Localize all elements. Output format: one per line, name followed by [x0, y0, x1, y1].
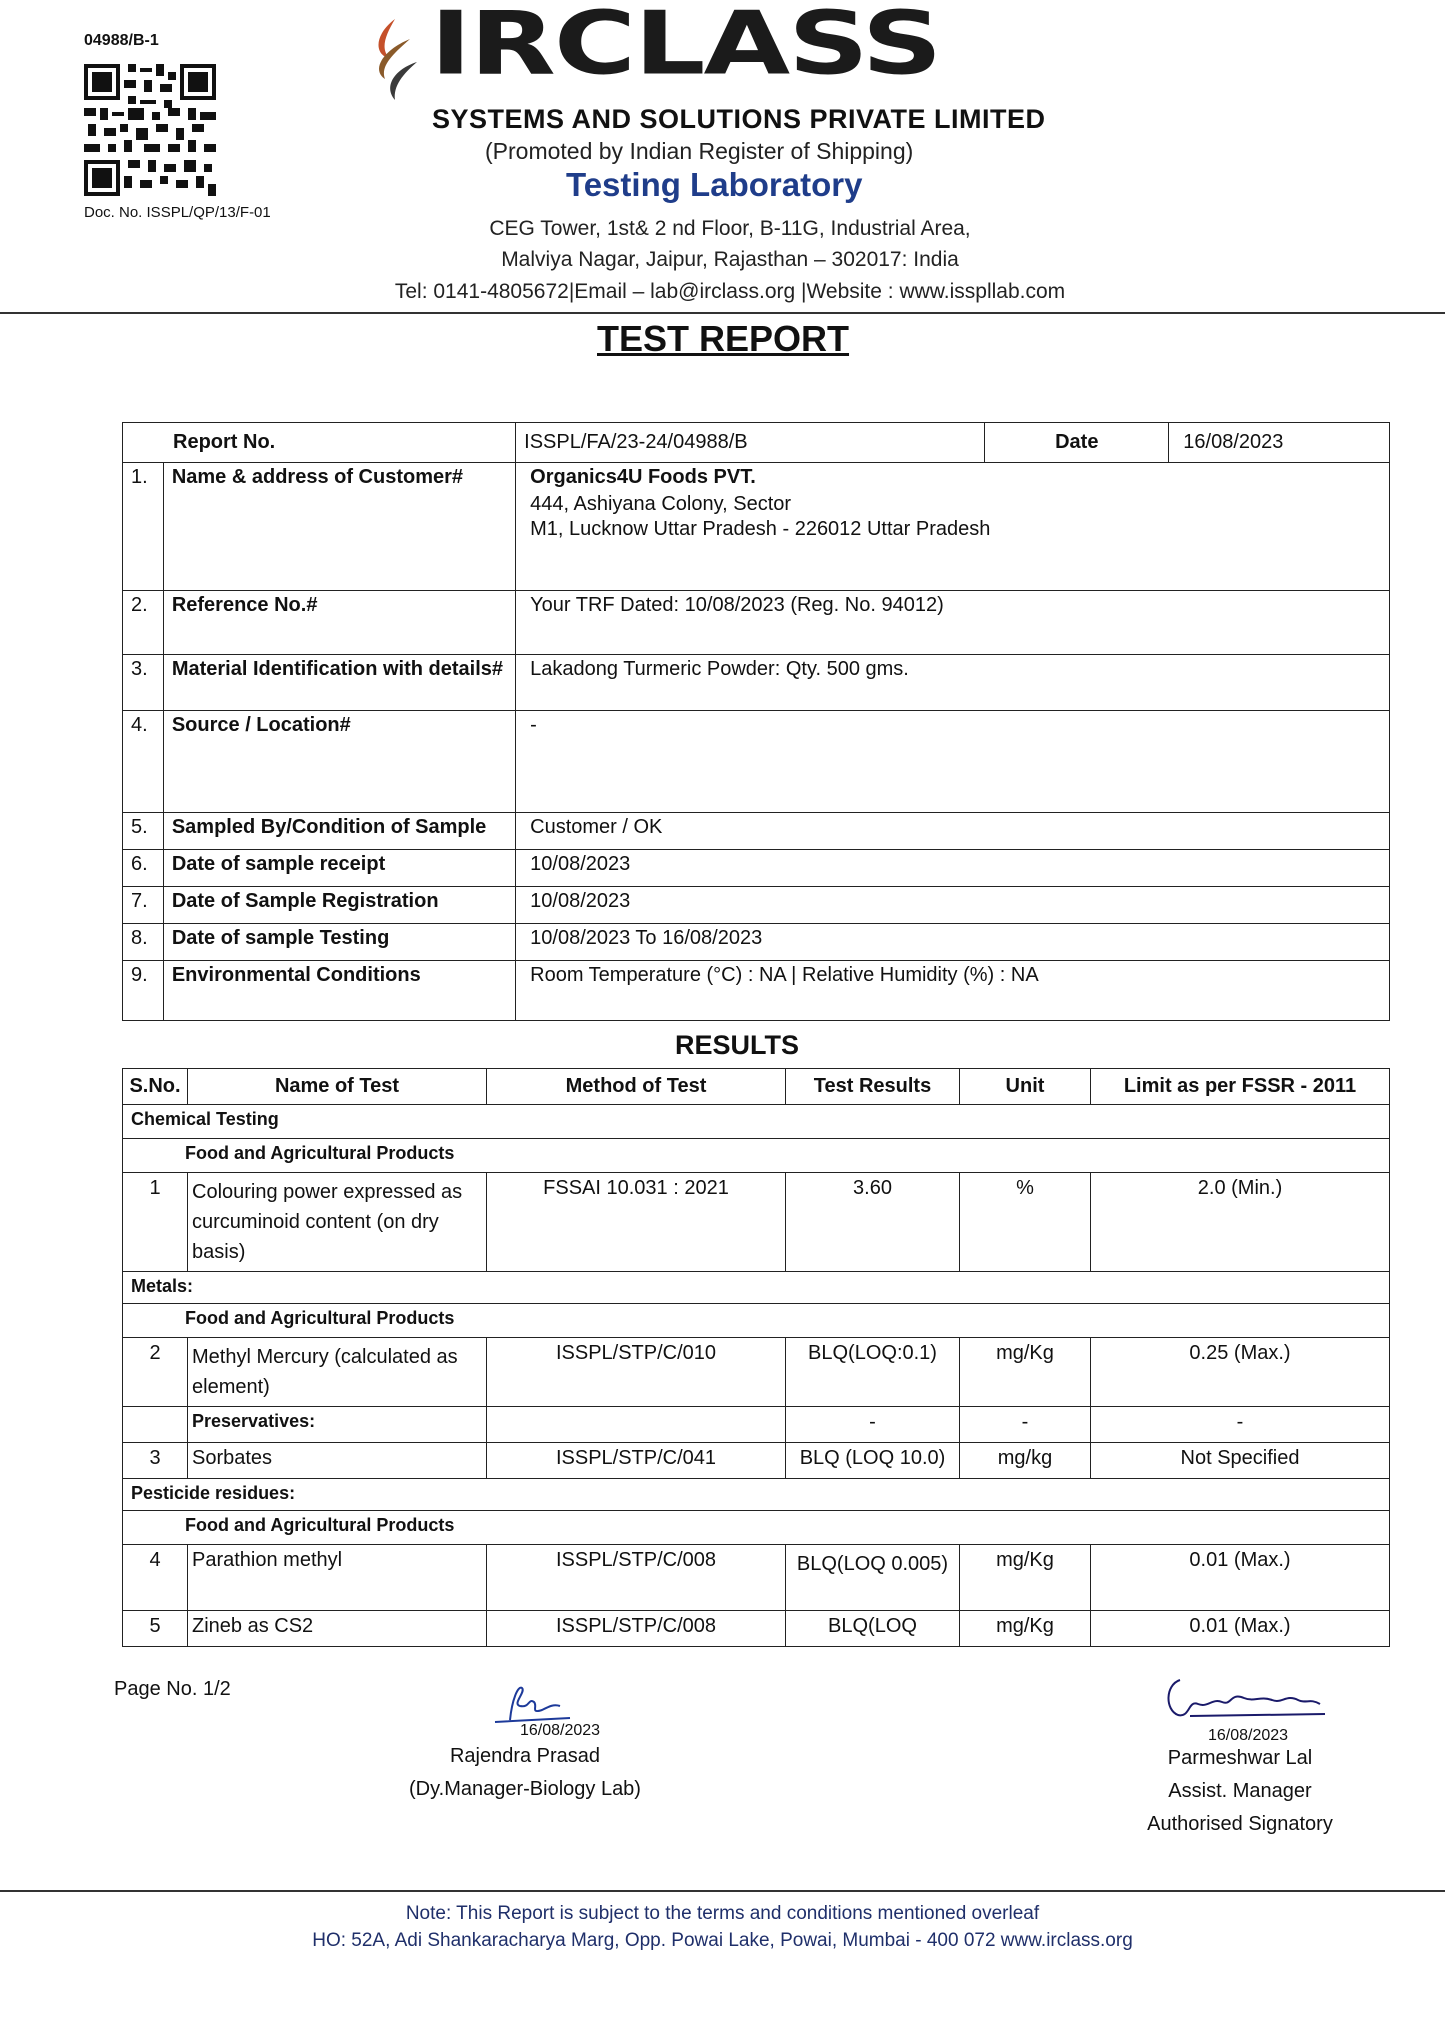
contact-line: Tel: 0141-4805672|Email – lab@irclass.org |Website : www.isspllab.com — [394, 280, 1066, 303]
row-label: Date of sample receipt — [163, 850, 515, 887]
details-row — [123, 463, 1390, 591]
cell-result: BLQ(LOQ — [786, 1611, 960, 1647]
cell-result: BLQ (LOQ 10.0) — [786, 1443, 960, 1479]
cell-limit: 0.01 (Max.) — [1091, 1545, 1390, 1611]
row-label: Date of sample Testing — [163, 924, 515, 961]
table-row — [123, 1173, 1390, 1272]
cell-dash: - — [960, 1407, 1091, 1443]
row-number: 5. — [123, 813, 164, 850]
signature-parmeshwar-lal-icon — [1160, 1670, 1335, 1725]
address-line-1: CEG Tower, 1st& 2 nd Floor, B-11G, Industrial Area, — [489, 217, 971, 240]
row-value: - — [516, 711, 1390, 813]
subsection-food-products: Food and Agricultural Products — [123, 1304, 1390, 1338]
row-label: Environmental Conditions — [163, 961, 515, 1021]
header-divider — [0, 312, 1445, 314]
row-label: Material Identification with details# — [163, 655, 515, 711]
table-row — [123, 1338, 1390, 1407]
row-label: Reference No.# — [163, 591, 515, 655]
cell-unit: mg/Kg — [960, 1611, 1091, 1647]
customer-address-line-2: M1, Lucknow Uttar Pradesh - 226012 Uttar Pradesh — [530, 518, 991, 540]
col-unit: Unit — [960, 1069, 1091, 1105]
section-chemical-testing: Chemical Testing — [123, 1105, 1390, 1139]
signatory-2-title: Assist. Manager — [1168, 1780, 1312, 1802]
signatory-1-name: Rajendra Prasad — [449, 1745, 601, 1767]
row-number: 1. — [123, 463, 164, 591]
page-number: Page No. 1/2 — [114, 1678, 231, 1700]
cell-test-name: Parathion methyl — [188, 1545, 487, 1611]
signatory-1-title: (Dy.Manager-Biology Lab) — [409, 1778, 641, 1800]
row-value: Customer / OK — [516, 813, 1390, 850]
cell-unit: mg/Kg — [960, 1338, 1091, 1407]
row-number: 4. — [123, 711, 164, 813]
customer-address — [516, 463, 1390, 591]
col-method: Method of Test — [487, 1069, 786, 1105]
cell-dash: - — [786, 1407, 960, 1443]
results-table — [122, 1068, 1390, 1647]
cell-unit: mg/kg — [960, 1443, 1091, 1479]
subsection-preservatives: Preservatives: — [188, 1407, 487, 1443]
address-line-2: Malviya Nagar, Jaipur, Rajasthan – 302017: India — [501, 248, 959, 271]
cell-sno: 4 — [123, 1545, 188, 1611]
cell-empty — [487, 1407, 786, 1443]
row-value: Lakadong Turmeric Powder: Qty. 500 gms. — [516, 655, 1390, 711]
results-title: RESULTS — [675, 1030, 800, 1060]
irclass-logo-text: IRCLASS — [430, 0, 941, 95]
signature-2-date: 16/08/2023 — [1208, 1727, 1289, 1744]
table-row — [123, 1611, 1390, 1647]
section-pesticide-residues: Pesticide residues: — [123, 1479, 1390, 1511]
cell-limit: 0.25 (Max.) — [1091, 1338, 1390, 1407]
report-details-table — [122, 422, 1390, 1021]
details-row — [123, 591, 1390, 655]
signature-1-date: 16/08/2023 — [520, 1722, 601, 1739]
details-row — [123, 961, 1390, 1021]
row-number: 7. — [123, 887, 164, 924]
customer-name: Organics4U Foods PVT. — [530, 466, 756, 488]
cell-sno: 1 — [123, 1173, 188, 1272]
cell-dash: - — [1091, 1407, 1390, 1443]
promoted-by: (Promoted by Indian Register of Shipping) — [485, 138, 914, 164]
report-title: TEST REPORT — [597, 318, 850, 359]
cell-method: ISSPL/STP/C/008 — [487, 1611, 786, 1647]
cell-method: FSSAI 10.031 : 2021 — [487, 1173, 786, 1272]
cell-sno: 3 — [123, 1443, 188, 1479]
terms-note: Note: This Report is subject to the terms and conditions mentioned overleaf — [405, 1903, 1040, 1924]
row-value: 10/08/2023 — [516, 887, 1390, 924]
lab-name: Testing Laboratory — [566, 166, 863, 203]
document-number: Doc. No. ISSPL/QP/13/F-01 — [84, 204, 271, 221]
cell-unit: % — [960, 1173, 1091, 1272]
row-label: Source / Location# — [163, 711, 515, 813]
row-label: Date of Sample Registration — [163, 887, 515, 924]
details-row — [123, 850, 1390, 887]
cell-result: BLQ(LOQ 0.005) — [786, 1545, 960, 1611]
report-no-value: ISSPL/FA/23-24/04988/B — [516, 423, 985, 463]
col-sno: S.No. — [123, 1069, 188, 1105]
row-number: 8. — [123, 924, 164, 961]
cell-test-name: Sorbates — [188, 1443, 487, 1479]
cell-method: ISSPL/STP/C/008 — [487, 1545, 786, 1611]
subsection-food-products: Food and Agricultural Products — [123, 1139, 1390, 1173]
table-row — [123, 1545, 1390, 1611]
details-row — [123, 711, 1390, 813]
cell-empty — [123, 1407, 188, 1443]
details-row — [123, 924, 1390, 961]
cell-method: ISSPL/STP/C/010 — [487, 1338, 786, 1407]
row-number: 2. — [123, 591, 164, 655]
irclass-flame-logo-icon — [355, 14, 425, 104]
row-label: Sampled By/Condition of Sample — [163, 813, 515, 850]
subsection-food-products: Food and Agricultural Products — [123, 1511, 1390, 1545]
col-test-name: Name of Test — [188, 1069, 487, 1105]
table-row — [123, 1443, 1390, 1479]
table-row — [123, 1407, 1390, 1443]
date-label: Date — [985, 423, 1169, 463]
details-row — [123, 887, 1390, 924]
cell-result: 3.60 — [786, 1173, 960, 1272]
cell-limit: 0.01 (Max.) — [1091, 1611, 1390, 1647]
cell-test-name: Zineb as CS2 — [188, 1611, 487, 1647]
cell-sno: 2 — [123, 1338, 188, 1407]
cell-result: BLQ(LOQ:0.1) — [786, 1338, 960, 1407]
section-metals: Metals: — [123, 1272, 1390, 1304]
cell-sno: 5 — [123, 1611, 188, 1647]
cell-limit: 2.0 (Min.) — [1091, 1173, 1390, 1272]
row-value: Your TRF Dated: 10/08/2023 (Reg. No. 94012) — [516, 591, 1390, 655]
signatory-2-role: Authorised Signatory — [1147, 1813, 1333, 1835]
cell-limit: Not Specified — [1091, 1443, 1390, 1479]
company-name: SYSTEMS AND SOLUTIONS PRIVATE LIMITED — [432, 104, 1046, 134]
col-limit: Limit as per FSSR - 2011 — [1091, 1069, 1390, 1105]
qr-code-icon — [84, 64, 216, 196]
signatory-2-name: Parmeshwar Lal — [1167, 1747, 1313, 1769]
row-label: Name & address of Customer# — [163, 463, 515, 591]
cell-method: ISSPL/STP/C/041 — [487, 1443, 786, 1479]
document-id: 04988/B-1 — [84, 32, 159, 49]
results-header-row — [123, 1069, 1390, 1105]
row-number: 9. — [123, 961, 164, 1021]
row-number: 6. — [123, 850, 164, 887]
report-no-label: Report No. — [123, 423, 516, 463]
cell-test-name: Colouring power expressed as curcuminoid content (on dry basis) — [188, 1173, 487, 1272]
cell-test-name: Methyl Mercury (calculated as element) — [188, 1338, 487, 1407]
footer-divider — [0, 1890, 1445, 1892]
head-office-address: HO: 52A, Adi Shankaracharya Marg, Opp. Powai Lake, Powai, Mumbai - 400 072 www.irclass.org — [312, 1930, 1133, 1951]
col-results: Test Results — [786, 1069, 960, 1105]
details-row — [123, 813, 1390, 850]
cell-unit: mg/Kg — [960, 1545, 1091, 1611]
row-number: 3. — [123, 655, 164, 711]
date-value: 16/08/2023 — [1169, 423, 1390, 463]
customer-address-line-1: 444, Ashiyana Colony, Sector — [530, 493, 792, 515]
row-value: Room Temperature (°C) : NA | Relative Humidity (%) : NA — [516, 961, 1390, 1021]
details-row — [123, 655, 1390, 711]
row-value: 10/08/2023 To 16/08/2023 — [516, 924, 1390, 961]
row-value: 10/08/2023 — [516, 850, 1390, 887]
